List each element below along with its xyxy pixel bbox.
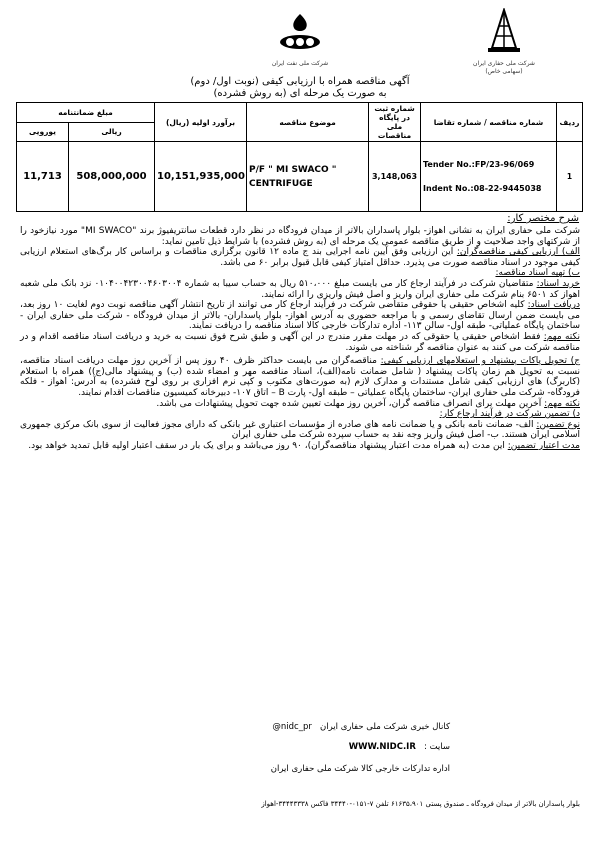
site-line <box>150 742 450 752</box>
receive-paragraph <box>20 300 580 332</box>
receive-text: کلیه اشخاص حقیقی یا حقوقی متقاضی شرکت در فرآیند ارجاع کار می توانند از تاریخ انتشار آگهی مناقصه نوبت دوم لغایت ۱۰ روز بعد، می بایست ضمن ارسال تقاضای رسمی و با مراجعه حضوری به آدرس اهواز- بلوار پاسداران- بالاتر از میدان فرودگاه - شرکت ملی حفاری ایران - ساختمان پایگاه عملیاتی- طبقه اول- سالن ۱۱۳- اداره تدارکات خارجی کالا اسناد مناقصه را دریافت نمایند. <box>20 300 580 332</box>
purchase-label: خرید اسناد: <box>536 278 580 289</box>
row-number-cell: 1 <box>557 142 583 212</box>
rial-header: ریالی <box>69 122 155 142</box>
nioc-logo-icon <box>278 12 322 52</box>
note2-paragraph <box>20 399 580 410</box>
section-title: شرح مختصر کار: <box>507 213 579 224</box>
estimate-cell: 10,151,935,000 <box>155 142 247 212</box>
notice-title-line1: آگهی مناقصه همراه با ارزیابی کیفی (نوبت اول/ دوم) <box>190 76 410 87</box>
drilling-rig-logo-icon <box>486 8 522 54</box>
guarantee-rial-cell: 508,000,000 <box>69 142 155 212</box>
channel-line <box>150 722 450 732</box>
tender-no: Tender No.:FP/23-96/069 <box>423 159 535 169</box>
indent-no: Indent No.:08-22-9445038 <box>423 183 542 193</box>
note2-text: آخرین مهلت برای انصراف مناقصه گران، آخرین روز مهلت تعیین شده جهت تحویل پیشنهادات می باشد. <box>156 398 542 409</box>
row-number-header: ردیف <box>557 103 583 142</box>
notice-title-line2: به صورت یک مرحله ای (به روش فشرده) <box>213 88 387 99</box>
documents-heading: ب) تهیه اسناد مناقصه: <box>495 268 580 279</box>
guarantee-type-paragraph <box>20 420 580 441</box>
validity-label: مدت اعتبار تضمین: <box>507 440 580 451</box>
validity-text: این مدت (به همراه مدت اعتبار پیشنهاد مناقصه‌گران)، ۹۰ روز می‌باشد و برای یک بار در سقف اعتبار اولیه قابل تمدید خواهد بود. <box>28 440 505 451</box>
purchase-paragraph <box>20 279 580 300</box>
receive-label: دریافت اسناد: <box>527 300 580 311</box>
nidc-subcaption: (سهامی خاص) <box>485 68 523 75</box>
nioc-caption: شرکت ملی نفت ایران <box>271 60 329 67</box>
tender-number-header: شماره مناقصه / شماره تقاضا <box>421 103 557 142</box>
submission-paragraph <box>20 356 580 398</box>
subject-cell: P/F " MI SWACO " CENTRIFUGE <box>247 142 369 212</box>
qualification-label: الف) ارزیابی کیفی مناقصه‌گران: <box>456 247 580 258</box>
address-line: بلوار پاسداران بالاتر از میدان فرودگاه ـ صندوق پستی ۶۱۶۳۵،۹۰۱ تلفن ۷-۰۱۵۱-۳۴۴۴۰ فاکس ۳۴۴۴۳۳۳۸-اهواز <box>261 800 580 808</box>
note2-label: نکته مهم: <box>544 398 580 409</box>
qualification-text: این ارزیابی وفق آیین نامه اجرایی بند ج ماده ۱۲ قانون برگزاری مناقصات و براساس کار برگ‌های استعلام ارزیابی کیفی موجود در اسناد مناقصه صورت می پذیرد. حداقل امتیاز کیفی قابل قبول برابر ۶۰ می باشد. <box>20 247 580 268</box>
guarantee-header: مبلغ ضمانتنامه <box>17 103 155 123</box>
site-label: سایت : <box>424 742 450 752</box>
reg-number-header: شماره ثبت در پایگاه ملی مناقصات <box>369 103 421 142</box>
estimate-header: برآورد اولیه (ریال) <box>155 103 247 142</box>
notice-body <box>20 226 580 451</box>
validity-paragraph <box>20 441 580 452</box>
note1-paragraph <box>20 332 580 353</box>
reg-number-cell: 3,148,063 <box>369 142 421 212</box>
submission-text: مناقصه‌گران می بایست حداکثر ظرف ۴۰ روز پس از آخرین روز مهلت دریافت اسناد مناقصه، نسبت به تحویل هم زمان پاکات پیشنهاد ( شامل ضمانت نامه(الف)، اسناد مناقصه مهر و امضاء شده (ب) و پیشنهاد مالی(ج)) همراه با استعلام (کاربرگ) های ارزیابی کیفی شامل مستندات و مدارک لازم (به صورت‌های مکتوب و کپی نرم افزاری بر روی لوح فشرده) به آدرس: اهواز - فلکه فرودگاه- شرکت ملی حفاری ایران- ساختمان پایگاه عملیاتی – طبقه اول- پارت B – اتاق ۱۰۷- دبیرخانه کمیسیون مناقصات اقدام نمایند. <box>20 356 580 398</box>
note1-label: نکته مهم: <box>543 331 580 342</box>
qualification-paragraph <box>20 247 580 268</box>
tender-number-cell <box>421 142 557 212</box>
submission-label: ج) تحویل پاکات پیشنهاد و استعلامهای ارزیابی کیفی: <box>380 356 581 367</box>
guarantee-type-label: نوع تضمین: <box>536 419 580 430</box>
channel-label: کانال خبری شرکت ملی حفاری ایران <box>319 722 450 732</box>
tender-table <box>16 102 583 212</box>
nidc-caption: شرکت ملی حفاری ایران <box>473 60 535 67</box>
guarantee-heading: د) تضمین شرکت در فرآیند ارجاع کار: <box>439 409 580 420</box>
department-line: اداره تدارکات خارجی کالا شرکت ملی حفاری ایران <box>270 764 450 774</box>
channel-handle[interactable]: @nidc_pr <box>272 722 312 732</box>
site-link[interactable]: WWW.NIDC.IR <box>348 742 416 752</box>
guarantee-euro-cell: 11,713 <box>17 142 69 212</box>
intro-paragraph: شرکت ملی حفاری ایران به نشانی اهواز- بلوار پاسداران بالاتر از میدان فرودگاه در نظر دارد قطعات سانتریفیوژ برند "MI SWACO" مورد نیازخود را از شرکتهای واجد صلاحیت و از طریق مناقصه عمومی یک مرحله ای (به روش فشرده) با شرایط ذیل تامین نماید: <box>20 226 580 247</box>
euro-header: یورویی <box>17 122 69 142</box>
note1-text: فقط اشخاص حقیقی یا حقوقی که در مهلت مقرر مندرج در این آگهی و طبق شرح فوق نسبت به خرید و دریافت اسناد مناقصه اقدام و در مناقصه شرکت می کنند به عنوان مناقصه گر شناخته می شوند. <box>20 331 580 353</box>
table-row <box>17 142 583 212</box>
guarantee-type-text: الف- ضمانت نامه بانکی و یا ضمانت نامه های صادره از مؤسسات اعتباری غیر بانکی که دارای مجوز فعالیت از سوی بانک مرکزی جمهوری اسلامی ایران هستند. ب- اصل فیش واریز وجه نقد به حساب سپرده شرکت ملی حفاری ایران <box>20 419 580 441</box>
purchase-text: متقاضیان شرکت در فرآیند ارجاع کار می بایست مبلغ ۵۱۰،۰۰۰ ریال به حساب سیبا به شماره ۰۱۰۴۰۰۴۲۳۰۰۴۶۰۳۰۰۴ نزد بانک ملی شعبه اهواز کد ۶۵۰۱ بنام شرکت ملی حفاری ایران واریز و اصل فیش واریزی را ارائه نمایند. <box>20 278 580 300</box>
subject-header: موضوع مناقصه <box>247 103 369 142</box>
